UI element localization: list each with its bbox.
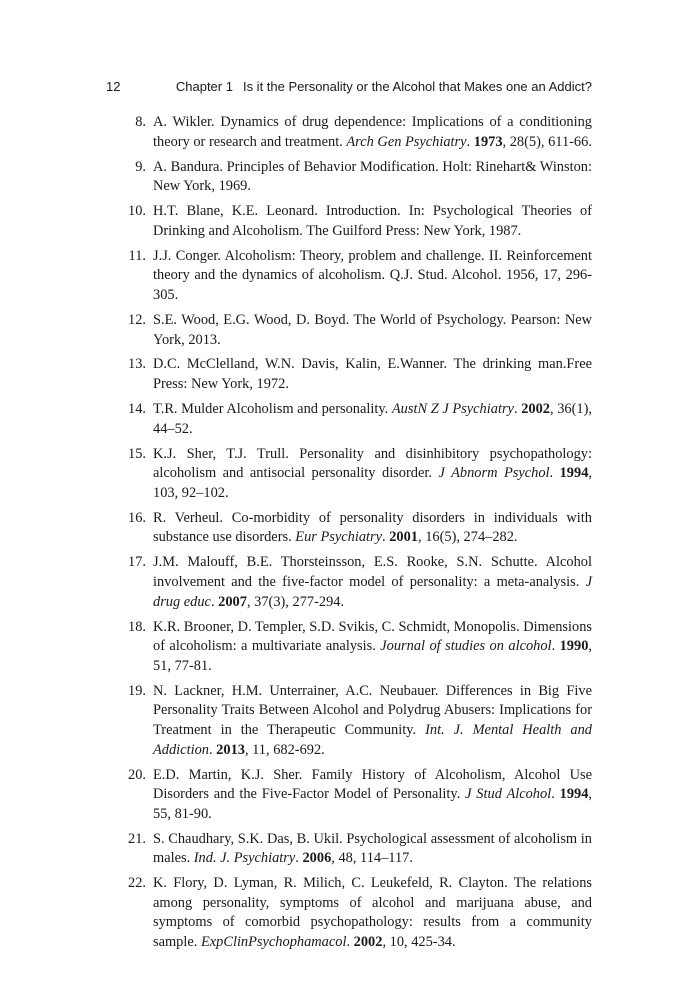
reference-number: 21. xyxy=(128,830,146,847)
reference-segment: . xyxy=(466,133,474,150)
reference-item xyxy=(124,874,592,952)
reference-text xyxy=(153,830,592,869)
chapter-title: Is it the Personality or the Alcohol that Makes one an Addict? xyxy=(242,79,592,94)
reference-text xyxy=(153,158,592,197)
journal-title: ExpClinPsychophamacol xyxy=(200,934,347,951)
reference-segment: , 11, 682-692. xyxy=(244,741,325,758)
reference-item xyxy=(124,202,592,241)
reference-item xyxy=(124,158,592,197)
reference-segment: , 10, 425-34. xyxy=(382,934,456,951)
reference-item xyxy=(124,618,592,677)
reference-text xyxy=(153,113,592,152)
reference-segment: . xyxy=(382,529,390,546)
reference-number: 19. xyxy=(128,682,146,699)
journal-title: J drug educ xyxy=(153,573,592,610)
reference-segment: . xyxy=(513,401,522,418)
reference-text xyxy=(153,400,592,439)
reference-segment: K. Flory, D. Lyman, R. Milich, C. Leukefeld, R. Clayton. The relations among personality, symptoms of alcohol and marijuana abuse, and symptoms of comorbid psychopathology: results from a community sample. xyxy=(153,875,592,951)
reference-segment: . xyxy=(208,741,217,758)
journal-title: Journal of studies on alcohol xyxy=(380,638,552,655)
reference-item xyxy=(124,509,592,548)
reference-item xyxy=(124,445,592,504)
reference-text xyxy=(153,682,592,760)
reference-segment: . xyxy=(551,786,560,803)
reference-number: 18. xyxy=(128,618,146,635)
reference-number: 15. xyxy=(128,445,146,462)
reference-segment: , 36(1), 44–52. xyxy=(153,401,592,437)
chapter-label: Chapter 1 xyxy=(175,79,233,94)
reference-segment: . xyxy=(346,934,354,951)
chapter-heading xyxy=(176,78,592,96)
reference-number: 22. xyxy=(128,875,146,892)
reference-segment: S. Chaudhary, S.K. Das, B. Ukil. Psychological assessment of alcoholism in males. xyxy=(153,830,592,867)
reference-text xyxy=(153,355,592,394)
reference-segment: , 103, 92–102. xyxy=(153,465,592,501)
reference-number: 12. xyxy=(128,311,146,328)
reference-segment: E.D. Martin, K.J. Sher. Family History of Alcoholism, Alcohol Use Disorders and the Five-Factor Model of Personality. xyxy=(153,766,592,803)
reference-segment: A. Bandura. Principles of Behavior Modification. Holt: Rinehart& Winston: New York, 1969. xyxy=(153,158,592,195)
publication-year: 1994 xyxy=(559,465,589,482)
reference-segment: . xyxy=(551,638,560,655)
reference-item xyxy=(124,247,592,306)
publication-year: 2001 xyxy=(389,529,418,546)
reference-segment: T.R. Mulder Alcoholism and personality. xyxy=(153,401,392,418)
reference-number: 11. xyxy=(128,247,146,264)
page-number: 12 xyxy=(106,79,121,94)
reference-number: 9. xyxy=(135,158,146,175)
reference-item xyxy=(124,830,592,869)
reference-number: 13. xyxy=(128,356,146,373)
reference-segment: D.C. McClelland, W.N. Davis, Kalin, E.Wanner. The drinking man.Free Press: New York, 1972. xyxy=(153,356,592,393)
reference-segment: K.J. Sher, T.J. Trull. Personality and disinhibitory psychopathology: alcoholism and antisocial personality disorder. xyxy=(153,445,592,482)
journal-title: AustN Z J Psychiatry xyxy=(391,401,514,418)
reference-item xyxy=(124,311,592,350)
reference-segment: . xyxy=(549,465,560,482)
reference-text xyxy=(153,311,592,350)
reference-text xyxy=(153,874,592,952)
reference-segment: , 37(3), 277-294. xyxy=(246,593,345,610)
reference-segment: . xyxy=(210,593,219,610)
reference-number: 20. xyxy=(128,766,146,783)
reference-number: 17. xyxy=(128,554,146,571)
reference-item xyxy=(124,766,592,825)
reference-number: 10. xyxy=(128,203,146,220)
reference-text xyxy=(153,247,592,306)
reference-text xyxy=(153,618,592,677)
reference-item xyxy=(124,355,592,394)
journal-title: Ind. J. Psychiatry xyxy=(193,850,296,867)
reference-segment: H.T. Blane, K.E. Leonard. Introduction. In: Psychological Theories of Drinking and Alcoholism. The Guilford Press: New York, 1987. xyxy=(153,203,592,239)
publication-year: 2002 xyxy=(353,934,383,951)
publication-year: 2013 xyxy=(216,741,245,758)
reference-list xyxy=(124,113,592,958)
journal-title: Int. J. Mental Health and Addiction xyxy=(153,721,592,758)
publication-year: 2006 xyxy=(302,850,332,867)
reference-segment: , 16(5), 274–282. xyxy=(418,529,518,546)
reference-item xyxy=(124,113,592,152)
reference-item xyxy=(124,682,592,760)
reference-segment: , 48, 114–117. xyxy=(331,850,413,867)
reference-number: 16. xyxy=(128,509,146,526)
reference-text xyxy=(153,202,592,241)
reference-segment: . xyxy=(295,850,303,867)
reference-text xyxy=(153,445,592,504)
publication-year: 1973 xyxy=(473,133,503,150)
journal-title: Arch Gen Psychiatry xyxy=(346,133,467,150)
reference-segment: , 55, 81-90. xyxy=(153,786,593,822)
journal-title: J Stud Alcohol xyxy=(465,786,552,803)
journal-title: J Abnorm Psychol xyxy=(438,465,550,482)
reference-text xyxy=(153,766,592,825)
reference-segment: A. Wikler. Dynamics of drug dependence: Implications of a conditioning theory or research and treatment. xyxy=(153,114,592,150)
running-head xyxy=(106,78,592,96)
reference-number: 8. xyxy=(135,114,146,130)
reference-item xyxy=(124,400,592,439)
reference-segment: S.E. Wood, E.G. Wood, D. Boyd. The World of Psychology. Pearson: New York, 2013. xyxy=(153,311,592,348)
reference-text xyxy=(153,509,592,548)
reference-segment: N. Lackner, H.M. Unterrainer, A.C. Neubauer. Differences in Big Five Personality Traits Between Alcohol and Polydrug Abusers: Implications for Treatment in the Therapeutic Community. xyxy=(153,682,592,738)
reference-segment: , 51, 77-81. xyxy=(153,638,592,674)
journal-title: Eur Psychiatry xyxy=(295,529,383,546)
reference-segment: J.M. Malouff, B.E. Thorsteinsson, E.S. Rooke, S.N. Schutte. Alcohol involvement and the five-factor model of personality: a meta-analysis. xyxy=(153,554,592,590)
reference-segment: R. Verheul. Co-morbidity of personality disorders in individuals with substance use disorders. xyxy=(153,509,592,546)
publication-year: 1994 xyxy=(559,786,589,803)
publication-year: 2002 xyxy=(521,401,550,418)
publication-year: 2007 xyxy=(218,593,247,610)
publication-year: 1990 xyxy=(559,638,589,655)
reference-text xyxy=(153,553,592,612)
reference-number: 14. xyxy=(128,401,146,418)
reference-segment: J.J. Conger. Alcoholism: Theory, problem and challenge. II. Reinforcement theory and the dynamics of alcoholism. Q.J. Stud. Alcohol. 1956, 17, 296-305. xyxy=(153,247,592,303)
reference-segment: , 28(5), 611-66. xyxy=(502,133,592,150)
reference-segment: K.R. Brooner, D. Templer, S.D. Svikis, C. Schmidt, Monopolis. Dimensions of alcoholism: a multivariate analysis. xyxy=(153,618,592,655)
reference-item xyxy=(124,553,592,612)
